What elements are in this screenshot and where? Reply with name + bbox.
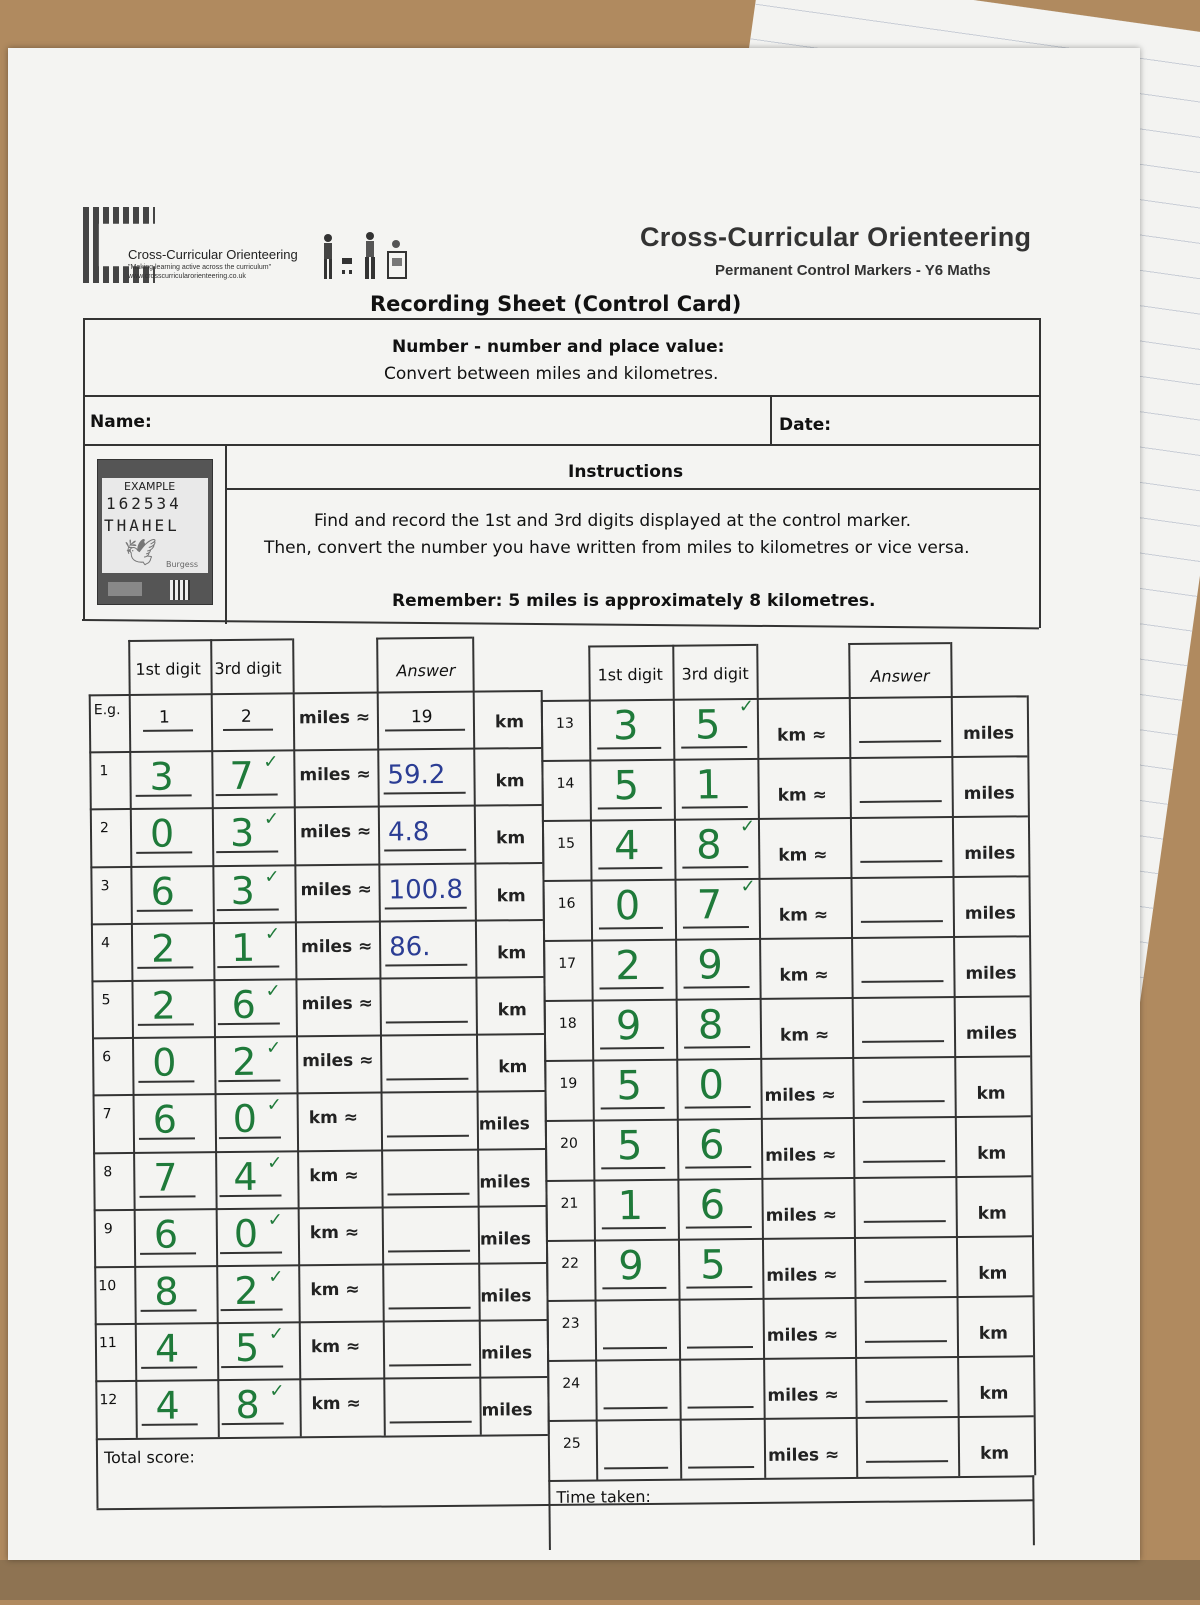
unit-km-approx: km ≈: [779, 1025, 830, 1046]
row-line: [545, 1115, 1031, 1122]
column-header-answer: Answer: [396, 660, 456, 681]
header-border: [950, 642, 953, 696]
unit-km: km: [498, 1057, 528, 1078]
row-line: [547, 1295, 1033, 1302]
unit-km-approx: km ≈: [308, 1108, 359, 1129]
row-answer-field[interactable]: [386, 1042, 468, 1079]
row-number: 13: [555, 715, 574, 732]
unit-miles-approx: miles ≈: [300, 879, 372, 900]
unit-km-approx: km ≈: [311, 1394, 361, 1415]
unit-miles-approx: miles ≈: [764, 1085, 836, 1106]
row-third-digit[interactable]: 7: [229, 753, 254, 799]
header-border: [756, 644, 759, 698]
check-mark-icon: ✓: [263, 751, 279, 773]
unit-miles: miles: [965, 963, 1017, 984]
unit-miles: miles: [964, 843, 1016, 864]
row-first-digit[interactable]: 8: [154, 1269, 179, 1314]
row-first-digit[interactable]: 0: [152, 1040, 177, 1085]
check-mark-icon: ✓: [739, 815, 756, 838]
row-answer-field[interactable]: [860, 824, 942, 861]
unit-km: km: [979, 1383, 1009, 1404]
topic-heading: Number - number and place value:: [392, 337, 725, 357]
example-card-digits: 162534: [106, 494, 182, 513]
row-number: 8: [103, 1163, 113, 1180]
digit-blank: [604, 1467, 668, 1470]
row-number: 25: [562, 1435, 581, 1452]
row-third-digit[interactable]: 0: [698, 1062, 725, 1109]
unit-km-approx: km ≈: [778, 845, 828, 866]
unit-miles-approx: miles ≈: [299, 822, 372, 843]
row-number: 22: [561, 1255, 580, 1272]
row-number: 21: [560, 1195, 579, 1212]
unit-miles-approx: miles ≈: [765, 1145, 837, 1166]
column-header-1st-digit: 1st digit: [597, 664, 663, 685]
header-border: [472, 637, 475, 691]
row-third-digit[interactable]: 1: [695, 762, 722, 809]
column-line: [377, 692, 386, 1436]
row-third-digit[interactable]: 5: [694, 702, 721, 749]
answer-blank: [143, 729, 193, 731]
unit-km: km: [978, 1263, 1008, 1284]
header-border: [292, 638, 295, 692]
row-answer-field[interactable]: [864, 1244, 946, 1281]
row-number: 4: [101, 934, 111, 952]
row-third-digit[interactable]: 4: [233, 1154, 258, 1199]
row-answer-field[interactable]: [387, 1156, 469, 1193]
row-answer-field[interactable]: [862, 1004, 944, 1041]
row-third-digit[interactable]: 5: [234, 1325, 260, 1371]
row-number: 3: [100, 877, 110, 894]
check-mark-icon: ✓: [264, 866, 280, 888]
row-first-digit[interactable]: 5: [613, 763, 640, 810]
row-answer-field[interactable]: [865, 1364, 947, 1401]
row-number: 9: [103, 1220, 113, 1238]
check-mark-icon: ✓: [266, 1094, 282, 1117]
row-third-digit[interactable]: 9: [697, 942, 723, 989]
row-line: [541, 755, 1027, 762]
instruction-remember: Remember: 5 miles is approximately 8 kilometres.: [392, 591, 876, 611]
check-mark-icon: ✓: [265, 980, 281, 1002]
row-number: 11: [98, 1335, 117, 1352]
check-mark-icon: ✓: [265, 1037, 282, 1059]
answer-blank: [384, 792, 466, 795]
logo-name: Cross-Curricular Orienteering: [128, 247, 298, 262]
header-border: [376, 638, 379, 692]
unit-miles-approx: miles ≈: [767, 1445, 840, 1466]
digit-blank: [688, 1406, 754, 1409]
header-border: [210, 639, 213, 693]
instructions-heading: Instructions: [568, 462, 684, 482]
row-answer-field[interactable]: [859, 704, 941, 741]
column-line: [589, 700, 598, 1480]
date-label: Date:: [779, 415, 832, 435]
column-header-3rd-digit: 3rd digit: [214, 658, 282, 679]
row-answer-field[interactable]: [866, 1424, 948, 1461]
unit-km-approx: km ≈: [310, 1279, 360, 1301]
row-first-digit[interactable]: 3: [149, 754, 174, 799]
example-third-digit: 2: [240, 706, 252, 727]
check-mark-icon: ✓: [738, 695, 755, 718]
row-number: 10: [98, 1278, 117, 1295]
unit-miles: miles: [963, 723, 1015, 744]
column-line: [211, 693, 220, 1437]
answer-blank: [385, 906, 467, 909]
row-line: [541, 695, 1027, 702]
column-line: [129, 694, 138, 1438]
row-first-digit[interactable]: 7: [153, 1155, 178, 1200]
row-line: [545, 1175, 1031, 1182]
example-answer: 19: [410, 707, 433, 728]
header-subtitle: Permanent Control Markers - Y6 Maths: [715, 262, 991, 279]
unit-miles: miles: [480, 1343, 533, 1364]
unit-km: km: [496, 885, 526, 907]
unit-miles-approx: miles ≈: [765, 1205, 838, 1226]
row-third-digit[interactable]: 7: [696, 882, 723, 929]
bird-icon: 🕊: [124, 538, 158, 568]
row-line: [542, 875, 1028, 882]
footer-border: [1032, 1475, 1035, 1545]
header-border: [848, 642, 950, 645]
example-card-label: EXAMPLE: [124, 480, 176, 493]
unit-miles: miles: [963, 783, 1015, 804]
row-third-digit[interactable]: 3: [229, 811, 255, 856]
row-answer[interactable]: 59.2: [387, 760, 446, 791]
row-answer-field[interactable]: [389, 1328, 471, 1365]
row-first-digit[interactable]: 0: [614, 883, 641, 930]
answer-blank: [384, 849, 466, 852]
row-number: 19: [559, 1075, 578, 1092]
column-line: [1027, 695, 1036, 1475]
row-first-digit[interactable]: 5: [616, 1123, 643, 1170]
row-third-digit[interactable]: 8: [235, 1383, 260, 1428]
row-answer-field[interactable]: [862, 1064, 944, 1101]
row-number: 7: [102, 1106, 112, 1123]
unit-km: km: [977, 1203, 1007, 1224]
instruction-line-1: Find and record the 1st and 3rd digits displayed at the control marker.: [314, 511, 912, 531]
topic-description: Convert between miles and kilometres.: [384, 364, 719, 384]
unit-miles-approx: miles ≈: [299, 764, 371, 786]
digit-blank: [603, 1347, 667, 1350]
row-first-digit[interactable]: 4: [154, 1326, 180, 1371]
row-number: 14: [556, 775, 575, 792]
row-third-digit[interactable]: 2: [232, 1039, 257, 1085]
row-first-digit[interactable]: 4: [613, 823, 640, 870]
digit-blank: [688, 1466, 754, 1469]
row-answer[interactable]: 100.8: [388, 874, 464, 906]
row-line: [96, 1434, 548, 1440]
unit-miles: miles: [478, 1114, 530, 1136]
check-mark-icon: ✓: [264, 923, 281, 945]
example-first-digit: 1: [158, 707, 170, 728]
example-card-letters: THAHEL: [104, 516, 180, 535]
instruction-line-2: Then, convert the number you have written from miles to kilometres or vice versa.: [264, 538, 970, 558]
answer-blank: [223, 729, 273, 731]
unit-miles-approx: miles ≈: [767, 1385, 839, 1406]
unit-miles: miles: [965, 1023, 1018, 1044]
column-header-answer: Answer: [870, 666, 930, 686]
unit-km-approx: km ≈: [777, 725, 827, 746]
unit-km-approx: km ≈: [309, 1222, 360, 1244]
header-border: [588, 646, 591, 700]
row-first-digit[interactable]: 2: [615, 943, 642, 990]
header-border: [672, 645, 675, 699]
row-first-digit[interactable]: 9: [617, 1243, 644, 1290]
row-answer-field[interactable]: [859, 764, 941, 801]
row-number: 17: [558, 955, 577, 972]
row-first-digit[interactable]: 4: [155, 1383, 180, 1429]
row-number: 12: [99, 1392, 118, 1409]
row-line: [547, 1355, 1033, 1362]
logo-tagline: "Making learning active across the curriculum": [128, 264, 272, 271]
unit-km: km: [979, 1443, 1010, 1464]
footer-border: [96, 1438, 99, 1508]
column-line: [89, 694, 98, 1438]
header-border: [376, 637, 472, 640]
unit-km: km: [977, 1143, 1007, 1164]
unit-miles-approx: miles ≈: [298, 707, 371, 729]
row-third-digit[interactable]: 1: [230, 925, 256, 970]
header-border: [128, 640, 131, 694]
column-header-1st-digit: 1st digit: [135, 659, 201, 679]
unit-km-approx: km ≈: [779, 965, 829, 986]
row-first-digit[interactable]: 1: [617, 1183, 644, 1230]
unit-miles: miles: [479, 1228, 532, 1250]
unit-km-approx: km ≈: [778, 905, 829, 926]
row-first-digit[interactable]: 6: [150, 869, 175, 914]
unit-miles-approx: miles ≈: [301, 936, 373, 958]
row-answer-field[interactable]: [863, 1124, 945, 1161]
unit-miles: miles: [964, 903, 1016, 924]
unit-miles-approx: miles ≈: [766, 1325, 839, 1346]
digit-blank: [604, 1407, 668, 1410]
row-number: 23: [561, 1315, 580, 1332]
column-line: [293, 692, 302, 1436]
unit-km: km: [497, 1000, 527, 1021]
unit-km: km: [494, 712, 525, 733]
row-line: [544, 995, 1030, 1002]
row-number: 6: [102, 1049, 112, 1066]
unit-km-approx: km ≈: [310, 1336, 361, 1358]
row-third-digit[interactable]: 8: [697, 1002, 724, 1049]
row-third-digit[interactable]: 2: [234, 1268, 259, 1313]
row-first-digit[interactable]: 2: [151, 983, 177, 1028]
row-number: 15: [557, 835, 576, 852]
unit-miles: miles: [479, 1171, 531, 1193]
check-mark-icon: ✓: [268, 1266, 284, 1288]
row-answer-field[interactable]: [861, 884, 943, 921]
row-line: [548, 1415, 1034, 1422]
unit-km: km: [496, 828, 526, 849]
check-mark-icon: ✓: [267, 1209, 283, 1231]
column-line: [673, 699, 682, 1479]
row-first-digit[interactable]: 0: [149, 811, 175, 857]
row-first-digit[interactable]: 6: [153, 1212, 179, 1257]
logo-url: www.crosscurricularorienteering.co.uk: [128, 273, 246, 280]
column-line: [849, 697, 858, 1477]
unit-km: km: [497, 942, 527, 964]
answer-blank: [385, 964, 467, 967]
unit-miles: miles: [481, 1400, 533, 1421]
total-score-label: Total score:: [103, 1446, 195, 1467]
answer-blank: [385, 729, 465, 732]
row-first-digit[interactable]: 5: [616, 1063, 643, 1110]
row-first-digit[interactable]: 3: [612, 703, 639, 750]
row-third-digit[interactable]: 6: [699, 1182, 726, 1229]
unit-km: km: [978, 1323, 1008, 1344]
check-mark-icon: ✓: [269, 1380, 285, 1403]
example-card-caption: Burgess: [166, 560, 199, 569]
time-taken-label: Time taken:: [556, 1486, 651, 1507]
row-third-digit[interactable]: 6: [231, 982, 257, 1027]
row-line: [542, 815, 1028, 822]
row-third-digit[interactable]: 0: [233, 1211, 259, 1256]
example-row-label: E.g.: [93, 702, 121, 719]
header-title: Cross-Curricular Orienteering: [640, 222, 1032, 252]
unit-km: km: [976, 1083, 1006, 1104]
row-answer-field[interactable]: [865, 1304, 947, 1341]
row-line: [548, 1475, 1034, 1482]
row-answer-field[interactable]: [861, 944, 943, 981]
row-third-digit[interactable]: 8: [695, 822, 722, 869]
row-answer-field[interactable]: [389, 1385, 471, 1422]
row-number: 2: [99, 820, 109, 837]
name-label: Name:: [90, 412, 152, 432]
row-answer-field[interactable]: [863, 1184, 945, 1221]
row-answer-field[interactable]: [386, 985, 468, 1022]
check-mark-icon: ✓: [267, 1152, 283, 1174]
row-number: 18: [558, 1015, 577, 1032]
row-first-digit[interactable]: 9: [615, 1003, 642, 1050]
row-number: 1: [99, 763, 109, 780]
row-first-digit[interactable]: 6: [152, 1097, 178, 1143]
row-number: 24: [562, 1375, 581, 1392]
row-first-digit[interactable]: 2: [150, 926, 176, 971]
unit-km-approx: km ≈: [309, 1165, 359, 1186]
check-mark-icon: ✓: [263, 808, 280, 831]
column-line: [951, 696, 960, 1476]
row-line: [543, 935, 1029, 942]
row-third-digit[interactable]: 5: [699, 1242, 726, 1289]
row-answer-field[interactable]: [388, 1213, 470, 1250]
row-line: [544, 1055, 1030, 1062]
row-answer-field[interactable]: [388, 1271, 470, 1308]
sheet-title: Recording Sheet (Control Card): [370, 292, 742, 316]
row-third-digit[interactable]: 0: [232, 1097, 258, 1142]
unit-miles-approx: miles ≈: [766, 1265, 838, 1286]
header-border: [848, 643, 851, 697]
unit-km: km: [495, 771, 525, 792]
unit-miles: miles: [480, 1286, 532, 1307]
row-third-digit[interactable]: 3: [230, 868, 255, 913]
row-number: 16: [557, 895, 576, 912]
row-number: 20: [559, 1135, 578, 1152]
unit-km-approx: km ≈: [777, 785, 827, 806]
row-answer[interactable]: 86.: [388, 931, 431, 963]
check-mark-icon: ✓: [268, 1323, 285, 1345]
row-answer-field[interactable]: [387, 1099, 469, 1136]
row-number: 5: [101, 992, 111, 1009]
check-mark-icon: ✓: [740, 875, 756, 898]
footer-border: [548, 1480, 551, 1550]
column-line: [473, 691, 482, 1435]
unit-miles-approx: miles ≈: [301, 993, 373, 1015]
unit-miles-approx: miles ≈: [302, 1050, 374, 1072]
row-third-digit[interactable]: 6: [698, 1122, 725, 1169]
row-answer[interactable]: 4.8: [387, 817, 430, 848]
column-header-3rd-digit: 3rd digit: [681, 663, 749, 684]
digit-blank: [687, 1346, 753, 1349]
row-line: [546, 1235, 1032, 1242]
